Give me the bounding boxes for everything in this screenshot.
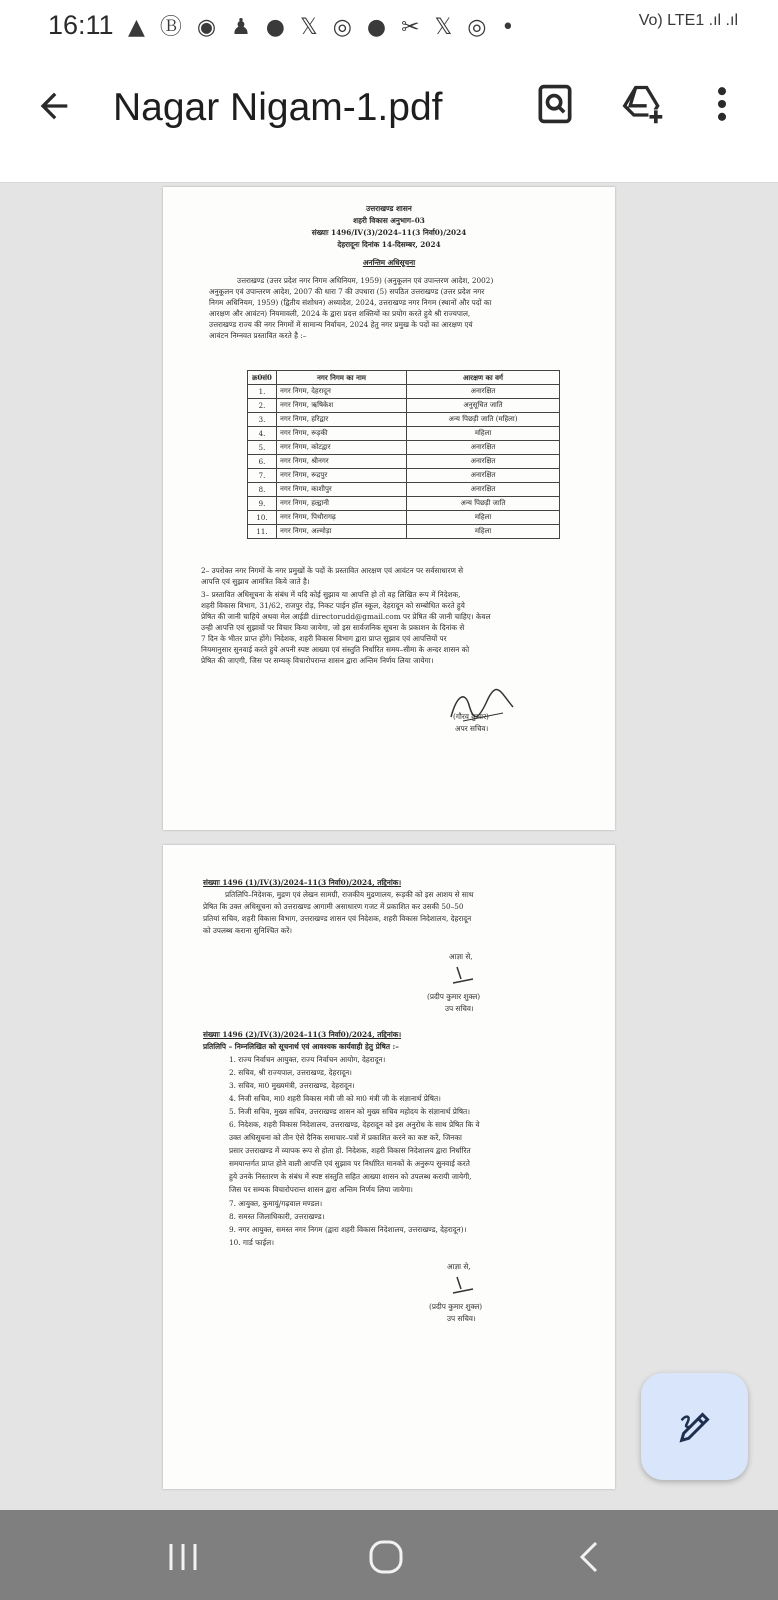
table-row (248, 525, 560, 539)
signatory-name: (प्रदीप कुमार शुक्ल) (429, 1302, 483, 1311)
reference-number-2: संख्याः 1496 (2)/IV(3)/2024–11(3 निर्वा0)/2024, तद्दिनांक। (203, 1030, 402, 1039)
table-cell: 6. (248, 455, 277, 469)
table-row (248, 497, 560, 511)
pdf-viewer[interactable] (0, 183, 778, 1510)
table-cell: नगर निगम, पिथौरागढ़ (277, 511, 407, 525)
intro-line: उत्तराखण्ड राज्य की नगर निगमों में सामान्य निर्वाचन, 2024 हेतु नगर प्रमुख के पदों का आरक्षण एवं (209, 320, 473, 329)
pdf-page-2 (163, 845, 615, 1489)
add-to-drive-icon[interactable] (621, 82, 665, 126)
document-title: Nagar Nigam-1.pdf (113, 86, 443, 129)
table-cell: 9. (248, 497, 277, 511)
table-cell: नगर निगम, कोटद्वार (277, 441, 407, 455)
pdf-page-1 (163, 187, 615, 830)
table-row (248, 441, 560, 455)
column-header: आरक्षण का वर्ग (407, 371, 560, 385)
intro-line: अनुकूलन एवं उपान्तरण आदेश, 2007 की धारा 7 की उपधारा (5) सपठित उत्तराखण्ड (उत्तर प्रदेश नगर (209, 287, 485, 296)
table-cell: अनारक्षित (407, 455, 560, 469)
app-bar (0, 50, 778, 183)
clock: 16:11 (48, 10, 114, 40)
distribution-item: प्रसार उत्तराखण्ड में व्यापक रूप से होता हो. निदेशक, शहरी विकास निदेशालय द्वारा निर्धारित (229, 1146, 471, 1155)
intro-line: आरक्षण और आवंटन) नियमावली, 2024 के द्वारा प्रदत्त शक्तियों का प्रयोग करते हुये श्री राज्यपाल, (209, 309, 471, 318)
paragraph-3-line: प्रेषित की जाएगी, जिस पर सम्यक् विचारोपरान्त शासन द्वारा अन्तिम निर्णय लिया जायेगा। (201, 656, 434, 665)
table-header-row (248, 371, 560, 385)
header-line-3: संख्याः 1496/IV(3)/2024–11(3 निर्वा0)/2024 (311, 228, 467, 237)
signatory-designation: अपर सचिव। (455, 724, 489, 733)
paragraph-3-line: नियमानुसार सुनवाई करते हुये अपनी स्पष्ट आख्या एवं संस्तुति निर्धारित समय–सीमा के अन्दर शासन को (201, 645, 470, 654)
paragraph-3-line: 3– प्रस्तावित अधिसूचना के संबंध में यदि कोई सुझाव या आपत्ति हो तो वह लिखित रूप में निदेशक, (201, 590, 461, 599)
table-cell: 10. (248, 511, 277, 525)
distribution-item: 7. आयुक्त, कुमायूं/गढ़वाल मण्डल। (229, 1199, 323, 1208)
copy-1-line: प्रतिलिपि–निदेशक, मुद्रण एवं लेखन सामग्री, राजकीय मुद्रणालय, रूड़की को इस आशय से साथ (225, 890, 474, 899)
table-cell: अनारक्षित (407, 385, 560, 399)
status-bar (0, 0, 778, 50)
table-cell: अनारक्षित (407, 483, 560, 497)
table-row (248, 427, 560, 441)
table-cell: नगर निगम, हरिद्वार (277, 413, 407, 427)
distribution-item: 6. निदेशक, शहरी विकास निदेशालय, उत्तराखण्ड, देहरादून को इस अनुरोध के साथ प्रेषित कि वे (229, 1120, 480, 1129)
table-cell: अनारक्षित (407, 469, 560, 483)
copy-1-line: प्रेषित कि उक्त अधिसूचना को उत्तराखण्ड आगामी असाधारण गजट में प्रकाशित कर उसकी 50–50 (203, 902, 464, 911)
header-line-2: शहरी विकास अनुभाग–03 (353, 216, 425, 225)
by-order-text: आज्ञा से, (447, 1262, 471, 1271)
back-arrow-icon[interactable] (34, 86, 74, 126)
intro-line: निगम अधिनियम, 1959) (द्वितीय संशोधन) अध्यादेश, 2024, उत्तराखण्ड नगर निगम (स्थानों और पदों का (209, 298, 492, 307)
distribution-item: हुये उनके निस्तारण के संबंध में स्पष्ट संस्तुति सहित आख्या शासन को उपलब्ध करायी जायेगी, (229, 1172, 472, 1181)
signatory-designation: उप सचिव। (447, 1314, 476, 1323)
table-cell: अन्य पिछड़ी जाति (407, 497, 560, 511)
table-row (248, 455, 560, 469)
table-cell: 4. (248, 427, 277, 441)
notification-heading: अनन्तिम अधिसूचना (362, 258, 416, 267)
table-cell: 8. (248, 483, 277, 497)
column-header: नगर निगम का नाम (277, 371, 407, 385)
table-row (248, 469, 560, 483)
notification-icons: ▲ Ⓑ ◉ ♟ ● 𝕏 ◎ ● ✂ 𝕏 ◎ • (128, 15, 519, 40)
signatory-name: (प्रदीप कुमार शुक्ल) (427, 992, 481, 1001)
by-order-text: आज्ञा से, (449, 952, 473, 961)
table-row (248, 483, 560, 497)
table-cell: नगर निगम, देहरादून (277, 385, 407, 399)
copy-1-line: प्रतियां सचिव, शहरी विकास विभाग, उत्तराखण्ड शासन एवं निदेशक, शहरी विकास निदेशालय, देहरादून (203, 914, 472, 923)
table-cell: 5. (248, 441, 277, 455)
table-row (248, 413, 560, 427)
distribution-item: 2. सचिव, श्री राज्यपाल, उत्तराखण्ड, देहरादून। (229, 1068, 352, 1077)
edit-fab-button[interactable] (641, 1373, 748, 1480)
edit-pen-icon (675, 1407, 715, 1447)
table-cell: 7. (248, 469, 277, 483)
signatory-designation: उप सचिव। (445, 1004, 474, 1013)
paragraph-2-line: आपत्ति एवं सुझाव आमंत्रित किये जाते है। (201, 577, 310, 586)
header-line-4: देहरादूनः दिनांक 14-दिसम्बर, 2024 (337, 240, 441, 249)
table-cell: 2. (248, 399, 277, 413)
paragraph-3-line: 7 दिन के भीतर प्राप्त होंगे। निदेशक, शहरी विकास विभाग द्वारा प्राप्त सुझाव एवं आपत्तियों पर (201, 634, 447, 643)
table-cell: 11. (248, 525, 277, 539)
table-row (248, 399, 560, 413)
network-status: Vo) LTE1 .ıl .ıl (638, 12, 738, 29)
header-line-1: उत्तराखण्ड शासन (366, 204, 412, 213)
distribution-item: जिस पर सम्यक विचारोपरान्त शासन द्वारा अन्तिम निर्णय लिया जायेगा। (229, 1185, 413, 1194)
more-vert-icon[interactable] (700, 82, 744, 126)
signature-scribble-icon (443, 963, 483, 989)
table-cell: अनुसूचित जाति (407, 399, 560, 413)
signatory-name: (गौरव कुमार) (453, 712, 489, 721)
system-navigation-bar (0, 1510, 778, 1600)
paragraph-3-line: प्रेषित की जानी चाहिये अथवा मेल आईडी directorudd@gmail.com पर प्रेषित की जानी चाहिए। केवल (201, 612, 491, 621)
distribution-item: 1. राज्य निर्वाचन आयुक्त, राज्य निर्वाचन आयोग, देहरादून। (229, 1055, 386, 1064)
paragraph-3-line: शहरी विकास विभाग, 31/62, राजपुर रोड़, निकट पाईन हॉल स्कूल, देहरादून को सम्बोधित करते हुये (201, 601, 465, 610)
distribution-item: समयान्तर्गत प्राप्त होने वाली आपत्ति एवं सुझाव पर निर्धारित मानकों के अनुरूप सुनवाई करते (229, 1159, 470, 1168)
distribution-item: 4. निजी सचिव, मा0 शहरी विकास मंत्री जी को मा0 मंत्री जी के संज्ञानार्थ प्रेषित। (229, 1094, 441, 1103)
reference-number-1: संख्याः 1496 (1)/IV(3)/2024–11(3 निर्वा0)/2024, तद्दिनांक। (203, 878, 402, 887)
table-row (248, 511, 560, 525)
table-cell: नगर निगम, रूद्रपुर (277, 469, 407, 483)
paragraph-2-line: 2– उपरोक्त नगर निगमों के नगर प्रमुखों के पदों के प्रस्तावित आरक्षण एवं आवंटन पर सर्वसाधारण से (201, 566, 464, 575)
table-cell: नगर निगम, ऋषिकेश (277, 399, 407, 413)
distribution-item: 3. सचिव, मा0 मुख्यमंत्री, उत्तराखण्ड, देहरादून। (229, 1081, 355, 1090)
copy-1-line: को उपलब्ध कराना सुनिश्चित करें। (203, 926, 293, 935)
distribution-item: 9. नगर आयुक्त, समस्त नगर निगम (द्वारा शहरी विकास निदेशालय, उत्तराखण्ड, देहरादून)। (229, 1225, 467, 1234)
distribution-item: उक्त अधिसूचना को तीन ऐसे दैनिक समाचार–पत्रों में प्रकाशित करने का कष्ट करें, जिनका (229, 1133, 462, 1142)
home-icon[interactable] (366, 1540, 406, 1574)
intro-line: आवंटन निम्नवत प्रस्तावित करते है :– (209, 331, 307, 340)
paragraph-3-line: उन्ही आपत्ति एवं सुझावों पर विचार किया जायेगा, जो इस सार्वजनिक सूचना के प्रकाशन के दिनांक से (201, 623, 465, 632)
table-cell: अन्य पिछड़ी जाति (महिला) (407, 413, 560, 427)
distribution-item: 8. समस्त जिलाधिकारी, उत्तराखण्ड। (229, 1212, 325, 1221)
table-cell: नगर निगम, रूड़की (277, 427, 407, 441)
reservation-table (247, 370, 560, 539)
search-in-document-icon[interactable] (533, 82, 577, 126)
table-cell: नगर निगम, श्रीनगर (277, 455, 407, 469)
distribution-item: 10. गार्ड फाईल। (229, 1238, 274, 1247)
table-cell: महिला (407, 427, 560, 441)
signature-scribble-icon (443, 1273, 483, 1299)
table-cell: अनारक्षित (407, 441, 560, 455)
table-cell: नगर निगम, हल्द्वानी (277, 497, 407, 511)
table-cell: महिला (407, 525, 560, 539)
table-cell: नगर निगम, अल्मोड़ा (277, 525, 407, 539)
intro-line: उत्तराखण्ड (उत्तर प्रदेश नगर निगम अधिनियम, 1959) (अनुकूलन एवं उपान्तरण आदेश, 2002) (237, 276, 494, 285)
distribution-item: 5. निजी सचिव, मुख्य सचिव, उत्तराखण्ड शासन को मुख्य सचिव महोदय के संज्ञानार्थ प्रेषित। (229, 1107, 470, 1116)
recent-apps-icon[interactable] (163, 1540, 203, 1574)
copy-2-title: प्रतिलिपि – निम्नलिखित को सूचनार्थ एवं आवश्यक कार्यवाही हेतु प्रेषित :– (203, 1042, 399, 1051)
back-icon[interactable] (570, 1540, 610, 1574)
table-cell: 3. (248, 413, 277, 427)
table-cell: नगर निगम, काशीपुर (277, 483, 407, 497)
table-row (248, 385, 560, 399)
table-cell: 1. (248, 385, 277, 399)
table-cell: महिला (407, 511, 560, 525)
column-header: क्र0सं0 (248, 371, 277, 385)
